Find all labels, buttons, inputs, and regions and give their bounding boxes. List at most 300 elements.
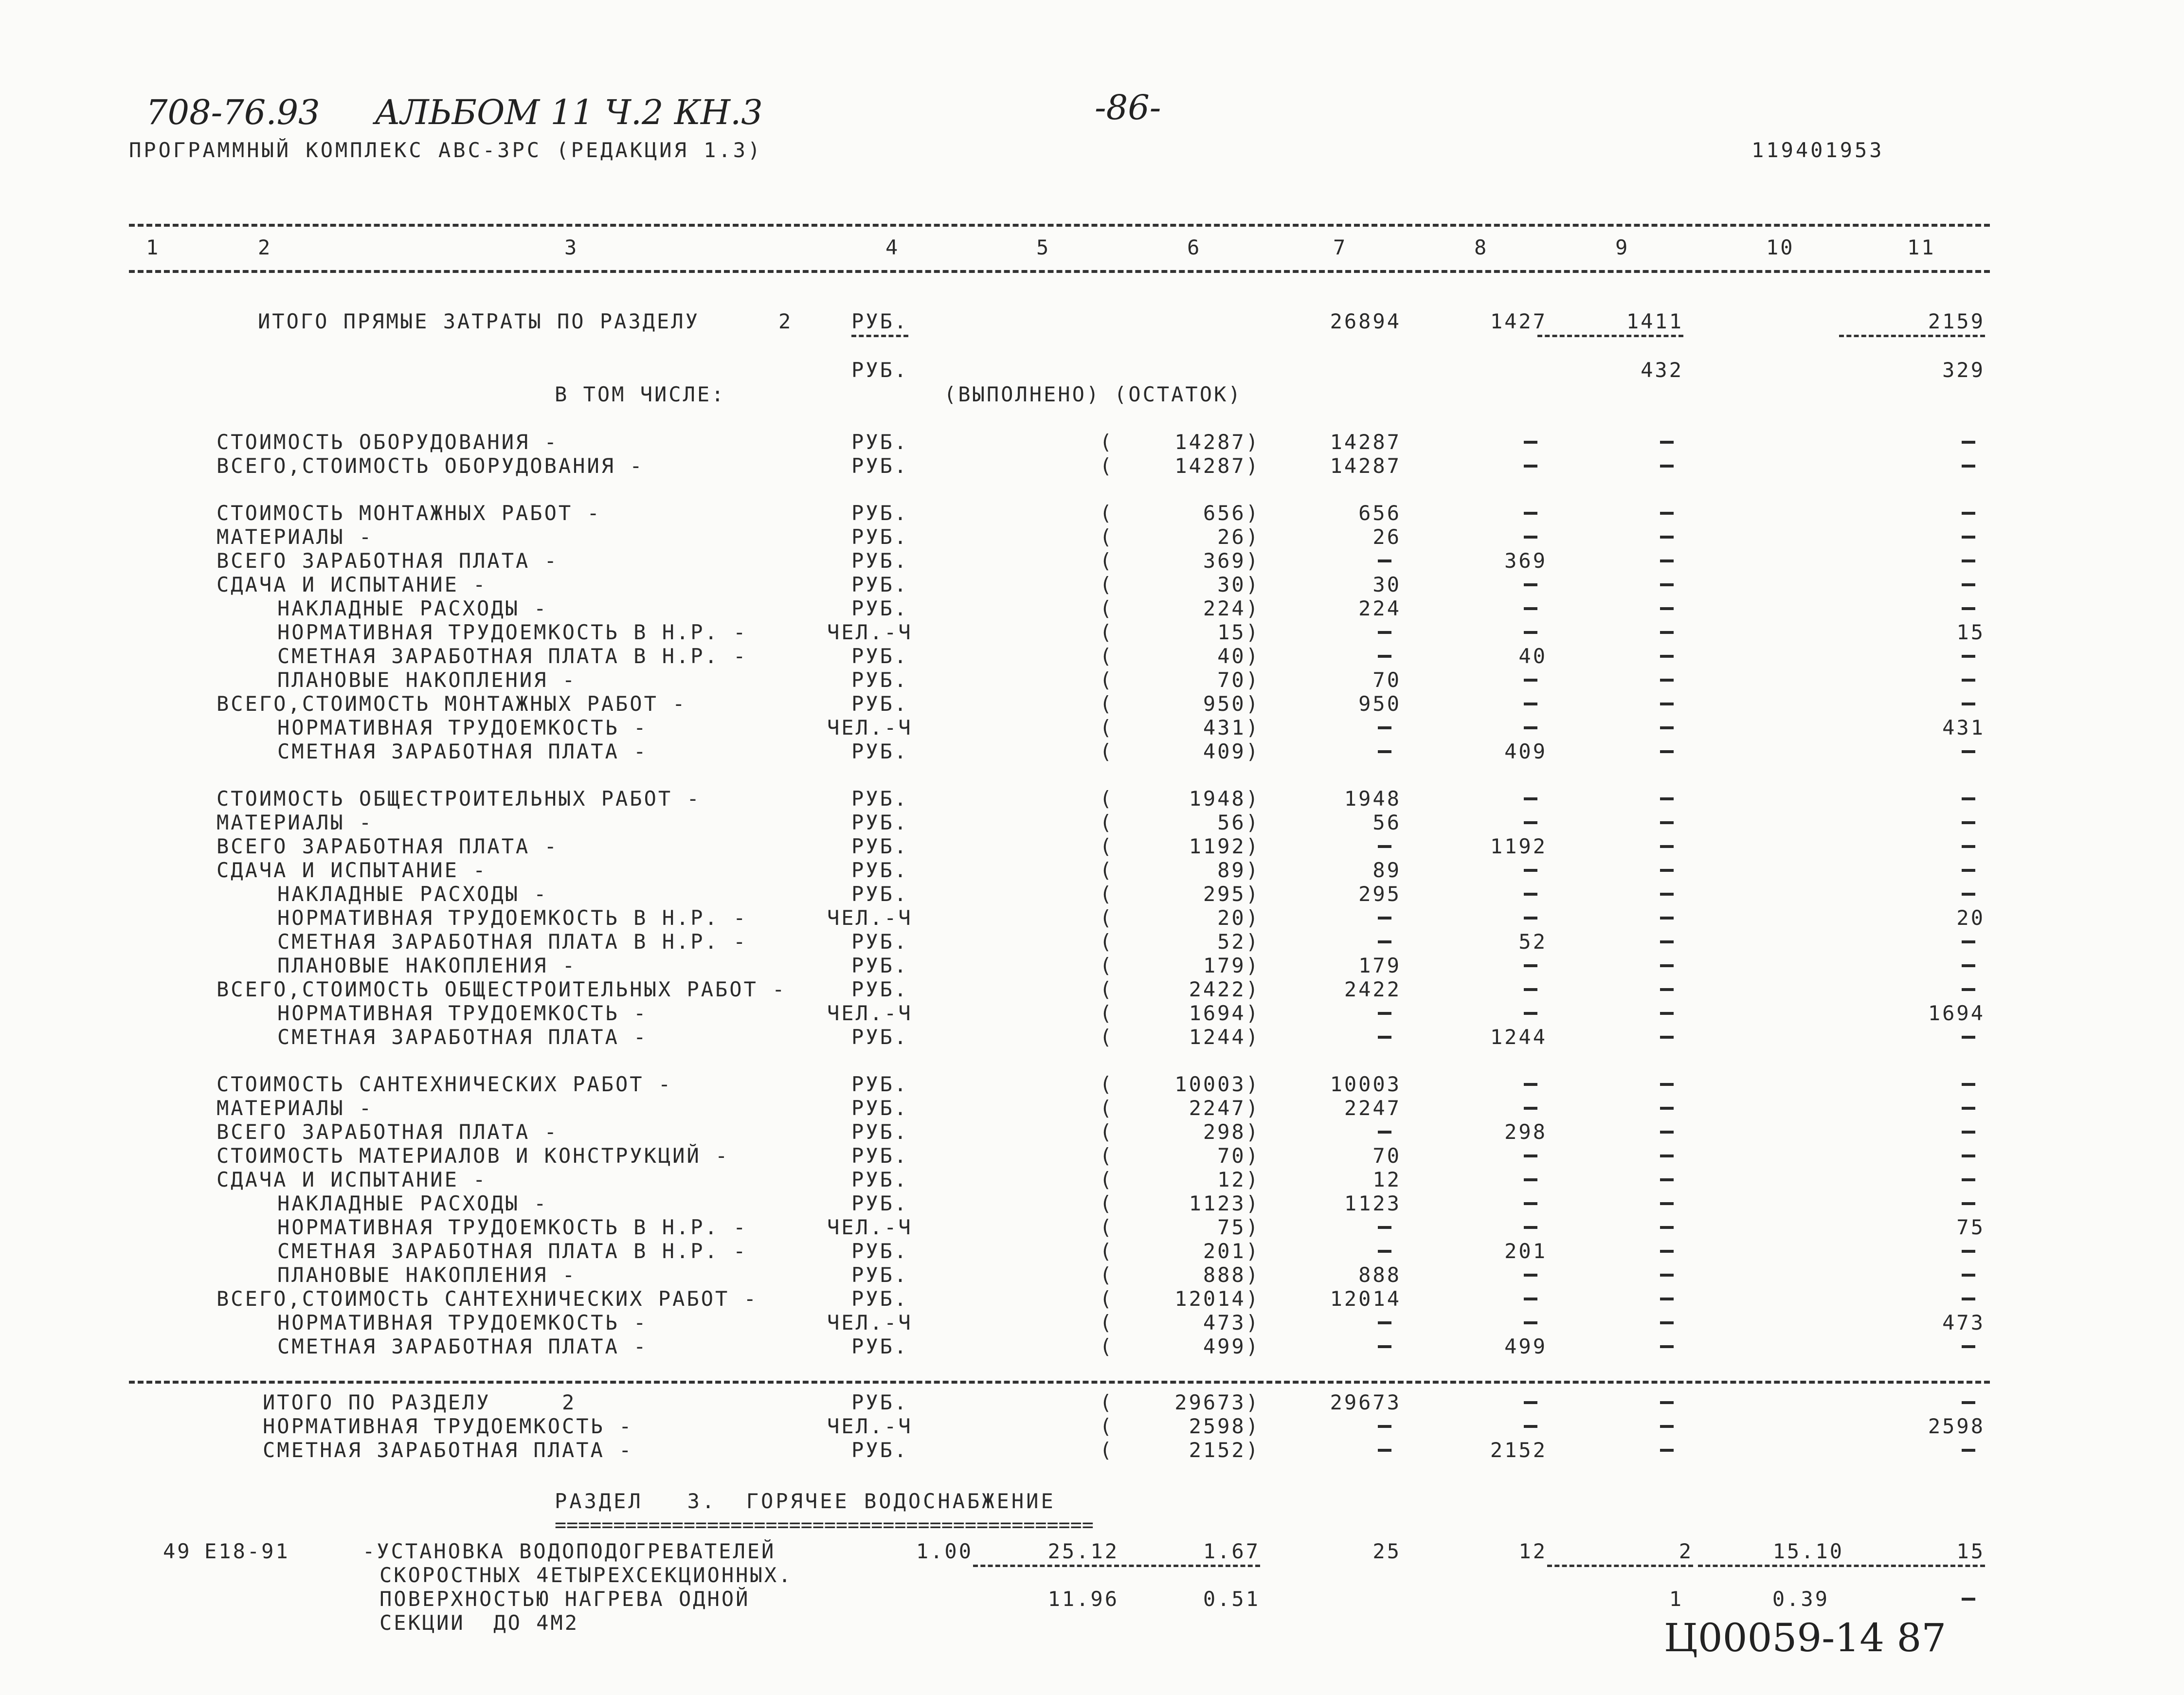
paren-open: ( <box>1100 811 1114 834</box>
paren-open: ( <box>1100 1414 1114 1438</box>
dash-c8 <box>1524 703 1537 705</box>
item-qty: 1.00 <box>916 1539 973 1563</box>
total-col11: 2159 <box>1839 311 1985 337</box>
dash-c11 <box>1962 797 1975 800</box>
row-col6: 20) <box>1217 906 1260 930</box>
dash-c9 <box>1660 797 1674 800</box>
row-unit: РУБ. <box>851 811 909 834</box>
dash-c9 <box>1660 1250 1674 1253</box>
dash-c7 <box>1378 1345 1391 1348</box>
dash-c7 <box>1378 1250 1391 1253</box>
row-c7: 70 <box>1372 668 1401 692</box>
row-label: СТОИМОСТЬ МОНТАЖНЫХ РАБОТ - <box>217 501 601 525</box>
row-c8: 409 <box>1504 739 1547 763</box>
dash-c8 <box>1524 893 1537 896</box>
dash-c9 <box>1660 559 1674 562</box>
row-unit: ЧЕЛ.-Ч <box>827 1311 913 1334</box>
row-unit: РУБ. <box>851 525 909 549</box>
dash-c11 <box>1962 1131 1975 1134</box>
section-total-c8: 2152 <box>1490 1438 1547 1462</box>
row-label: ПЛАНОВЫЕ НАКОПЛЕНИЯ - <box>277 954 577 977</box>
paren-open: ( <box>1100 858 1114 882</box>
row-col6: 56) <box>1217 811 1260 834</box>
row-col6: 369) <box>1203 549 1260 573</box>
row-label: СДАЧА И ИСПЫТАНИЕ - <box>217 1168 487 1191</box>
column-number-5: 5 <box>1036 235 1051 259</box>
column-number-8: 8 <box>1474 235 1489 259</box>
row-label: СМЕТНАЯ ЗАРАБОТНАЯ ПЛАТА В Н.Р. - <box>277 930 748 954</box>
dash-c9 <box>1660 703 1674 705</box>
row-unit: РУБ. <box>851 834 909 858</box>
dash-c9 <box>1660 1298 1674 1300</box>
row-label: СМЕТНАЯ ЗАРАБОТНАЯ ПЛАТА - <box>277 739 648 763</box>
dash-c11 <box>1962 845 1975 848</box>
dash-c11 <box>1962 1298 1975 1300</box>
item-col10: 15.10 <box>1698 1541 1844 1567</box>
row-unit: ЧЕЛ.-Ч <box>827 716 913 739</box>
section-total-unit: РУБ. <box>851 1390 909 1414</box>
paren-open: ( <box>1100 787 1114 811</box>
paren-open: ( <box>1100 454 1114 478</box>
row-col6: 179) <box>1203 954 1260 977</box>
paren-open: ( <box>1100 1390 1114 1414</box>
row-c7: 26 <box>1372 525 1401 549</box>
row-col6: 2247) <box>1189 1096 1260 1120</box>
row-label: ПЛАНОВЫЕ НАКОПЛЕНИЯ - <box>277 668 577 692</box>
dash-c9 <box>1660 940 1674 943</box>
row-unit: РУБ. <box>851 787 909 811</box>
row-unit: РУБ. <box>851 1168 909 1191</box>
row-col6: 499) <box>1203 1334 1260 1358</box>
row-c7: 89 <box>1372 858 1401 882</box>
item-description-line: -УСТАНОВКА ВОДОПОДОГРЕВАТЕЛЕЙ <box>362 1539 776 1563</box>
dash-c9 <box>1660 917 1674 920</box>
section-total-col6: 2598) <box>1189 1414 1260 1438</box>
row-label: СМЕТНАЯ ЗАРАБОТНАЯ ПЛАТА - <box>277 1334 648 1358</box>
dash-c11 <box>1962 1178 1975 1181</box>
in-total-label: В ТОМ ЧИСЛЕ: <box>555 382 726 406</box>
total-unit-2: РУБ. <box>851 358 909 382</box>
album-label: АЛЬБОМ 11 Ч.2 КН.3 <box>375 92 763 132</box>
dash-c11 <box>1962 679 1975 682</box>
row-c8: 1244 <box>1490 1025 1547 1049</box>
page-number: -86- <box>1095 88 1161 127</box>
row-c8: 369 <box>1504 549 1547 573</box>
dash-c9 <box>1660 988 1674 991</box>
paren-open: ( <box>1100 1311 1114 1334</box>
row-c11: 20 <box>1956 906 1985 930</box>
dash-c11 <box>1962 1401 1975 1404</box>
dash-c9 <box>1660 631 1674 634</box>
row-col6: 52) <box>1217 930 1260 954</box>
dash-c11 <box>1962 441 1975 444</box>
paren-open: ( <box>1100 620 1114 644</box>
paren-open: ( <box>1100 1072 1114 1096</box>
dash-c8 <box>1524 631 1537 634</box>
total-section: 2 <box>778 309 793 333</box>
dash-c8 <box>1524 1083 1537 1086</box>
row-label: НОРМАТИВНАЯ ТРУДОЕМКОСТЬ - <box>277 1311 648 1334</box>
row-c8: 499 <box>1504 1334 1547 1358</box>
row-unit: РУБ. <box>851 1263 909 1287</box>
dash-c7 <box>1378 1321 1391 1324</box>
row-c11: 15 <box>1956 620 1985 644</box>
column-number-1: 1 <box>146 235 161 259</box>
dash-c8 <box>1524 1012 1537 1015</box>
row-label: ВСЕГО ЗАРАБОТНАЯ ПЛАТА - <box>217 1120 559 1144</box>
row-c8: 52 <box>1518 930 1547 954</box>
paren-open: ( <box>1100 1025 1114 1049</box>
column-number-10: 10 <box>1766 235 1795 259</box>
row-col6: 473) <box>1203 1311 1260 1334</box>
dash-c8 <box>1524 1226 1537 1229</box>
item-col5: 25.12 <box>973 1541 1119 1567</box>
header-rule-top <box>129 224 1990 227</box>
section-total-col6: 29673) <box>1174 1390 1260 1414</box>
row-col6: 75) <box>1217 1215 1260 1239</box>
dash-c11 <box>1962 655 1975 658</box>
section-total-unit: РУБ. <box>851 1438 909 1462</box>
dash-c7 <box>1378 559 1391 562</box>
dash-c8 <box>1524 536 1537 539</box>
row-label: НОРМАТИВНАЯ ТРУДОЕМКОСТЬ В Н.Р. - <box>277 620 748 644</box>
dash-c11 <box>1962 465 1975 468</box>
row-col6: 1244) <box>1189 1025 1260 1049</box>
dash-c9 <box>1660 1202 1674 1205</box>
dash-c8 <box>1524 964 1537 967</box>
program-name: ПРОГРАММНЫЙ КОМПЛЕКС АВС-3РС (РЕДАКЦИЯ 1.3) <box>129 138 763 162</box>
paren-open: ( <box>1100 596 1114 620</box>
dash-c9 <box>1660 512 1674 515</box>
dash-c9 <box>1660 1321 1674 1324</box>
dash-c9 <box>1660 1036 1674 1039</box>
dash-c8 <box>1524 1321 1537 1324</box>
row-label: НАКЛАДНЫЕ РАСХОДЫ - <box>277 596 548 620</box>
row-c7: 950 <box>1358 692 1401 716</box>
rest-label: (ОСТАТОК) <box>1114 382 1243 406</box>
row-c11: 473 <box>1942 1311 1985 1334</box>
section-total-c11: 2598 <box>1928 1414 1985 1438</box>
dash-c9 <box>1660 726 1674 729</box>
row-col6: 70) <box>1217 1144 1260 1168</box>
row-unit: РУБ. <box>851 501 909 525</box>
dash-c11 <box>1962 1449 1975 1452</box>
row-label: ВСЕГО ЗАРАБОТНАЯ ПЛАТА - <box>217 834 559 858</box>
row-label: ВСЕГО,СТОИМОСТЬ МОНТАЖНЫХ РАБОТ - <box>217 692 687 716</box>
dash-c11 <box>1962 559 1975 562</box>
row-c7: 295 <box>1358 882 1401 906</box>
dash-c8 <box>1524 988 1537 991</box>
dash-c9 <box>1660 869 1674 872</box>
section3-underline: ============================================== <box>555 1514 1094 1536</box>
dash-c11 <box>1962 1083 1975 1086</box>
section-total-label: НОРМАТИВНАЯ ТРУДОЕМКОСТЬ - <box>263 1414 633 1438</box>
dash-c8 <box>1524 1202 1537 1205</box>
total-unit: РУБ. <box>851 311 908 337</box>
row-unit: РУБ. <box>851 596 909 620</box>
row-c7: 224 <box>1358 596 1401 620</box>
paren-open: ( <box>1100 906 1114 930</box>
row-unit: РУБ. <box>851 930 909 954</box>
item-col6: 1.67 <box>1114 1541 1260 1567</box>
row-col6: 15) <box>1217 620 1260 644</box>
dash-c11 <box>1962 1274 1975 1277</box>
row-unit: РУБ. <box>851 1334 909 1358</box>
row-col6: 409) <box>1203 739 1260 763</box>
row-label: СМЕТНАЯ ЗАРАБОТНАЯ ПЛАТА В Н.Р. - <box>277 1239 748 1263</box>
row-col6: 1123) <box>1189 1191 1260 1215</box>
row-c7: 656 <box>1358 501 1401 525</box>
dash-c8 <box>1524 679 1537 682</box>
paren-open: ( <box>1100 573 1114 596</box>
dash-c11 <box>1962 893 1975 896</box>
row-c8: 40 <box>1518 644 1547 668</box>
paren-open: ( <box>1100 1191 1114 1215</box>
row-col6: 30) <box>1217 573 1260 596</box>
row-col6: 14287) <box>1174 454 1260 478</box>
row-c7: 1123 <box>1344 1191 1401 1215</box>
row-col6: 10003) <box>1174 1072 1260 1096</box>
row-unit: РУБ. <box>851 858 909 882</box>
paren-open: ( <box>1100 1438 1114 1462</box>
paren-open: ( <box>1100 1096 1114 1120</box>
row-unit: РУБ. <box>851 1120 909 1144</box>
item-col9: 2 <box>1547 1541 1693 1567</box>
dash-c11 <box>1962 1036 1975 1039</box>
row-label: ВСЕГО,СТОИМОСТЬ САНТЕХНИЧЕСКИХ РАБОТ - <box>217 1287 758 1311</box>
row-unit: ЧЕЛ.-Ч <box>827 620 913 644</box>
dash-c8 <box>1524 1178 1537 1181</box>
dash-c9 <box>1660 583 1674 586</box>
item-col7: 25 <box>1372 1539 1401 1563</box>
dash-c8 <box>1524 583 1537 586</box>
row-col6: 656) <box>1203 501 1260 525</box>
section3-title: РАЗДЕЛ 3. ГОРЯЧЕЕ ВОДОСНАБЖЕНИЕ <box>555 1489 1056 1513</box>
row-unit: РУБ. <box>851 1191 909 1215</box>
item-description-line: СКОРОСТНЫХ 4ЕТЫРЕХСЕКЦИОННЫХ. <box>379 1563 793 1587</box>
row-unit: РУБ. <box>851 430 909 454</box>
row-label: СТОИМОСТЬ САНТЕХНИЧЕСКИХ РАБОТ - <box>217 1072 673 1096</box>
dash-c8 <box>1524 1298 1537 1300</box>
row-unit: РУБ. <box>851 1072 909 1096</box>
dash-c11 <box>1962 607 1975 610</box>
row-unit: РУБ. <box>851 692 909 716</box>
dash-c11 <box>1962 750 1975 753</box>
row-label: НАКЛАДНЫЕ РАСХОДЫ - <box>277 882 548 906</box>
row-label: ВСЕГО ЗАРАБОТНАЯ ПЛАТА - <box>217 549 559 573</box>
dash-c9 <box>1660 536 1674 539</box>
row-label: НОРМАТИВНАЯ ТРУДОЕМКОСТЬ - <box>277 1001 648 1025</box>
paren-open: ( <box>1100 1287 1114 1311</box>
dash-c11 <box>1962 1154 1975 1157</box>
dash-c7 <box>1378 917 1391 920</box>
dash-c7 <box>1378 845 1391 848</box>
dash-c7 <box>1378 1226 1391 1229</box>
row-label: ПЛАНОВЫЕ НАКОПЛЕНИЯ - <box>277 1263 577 1287</box>
row-c7: 70 <box>1372 1144 1401 1168</box>
section-total-label: СМЕТНАЯ ЗАРАБОТНАЯ ПЛАТА - <box>263 1438 633 1462</box>
paren-open: ( <box>1100 430 1114 454</box>
row-c7: 1948 <box>1344 787 1401 811</box>
item-col8: 12 <box>1518 1539 1547 1563</box>
row-unit: РУБ. <box>851 573 909 596</box>
paren-open: ( <box>1100 668 1114 692</box>
section-total-label: ИТОГО ПО РАЗДЕЛУ 2 <box>263 1390 577 1414</box>
dash-c9 <box>1660 607 1674 610</box>
row-c8: 1192 <box>1490 834 1547 858</box>
dash-c11 <box>1962 1107 1975 1110</box>
section-total-c7: 29673 <box>1330 1390 1401 1414</box>
row-c7: 30 <box>1372 573 1401 596</box>
paren-open: ( <box>1100 954 1114 977</box>
dash-c8 <box>1524 512 1537 515</box>
dash-c11 <box>1962 869 1975 872</box>
section-total-unit: ЧЕЛ.-Ч <box>827 1414 913 1438</box>
row-label: СДАЧА И ИСПЫТАНИЕ - <box>217 858 487 882</box>
dash-c11 <box>1962 940 1975 943</box>
paren-open: ( <box>1100 1144 1114 1168</box>
column-number-6: 6 <box>1187 235 1202 259</box>
dash-c7 <box>1378 655 1391 658</box>
column-number-3: 3 <box>564 235 579 259</box>
dash-c7 <box>1378 1449 1391 1452</box>
dash-c9 <box>1660 1178 1674 1181</box>
paren-open: ( <box>1100 716 1114 739</box>
dash-c9 <box>1660 1345 1674 1348</box>
dash-c7 <box>1378 1131 1391 1134</box>
row-col6: 26) <box>1217 525 1260 549</box>
dash-c9 <box>1660 441 1674 444</box>
row-col6: 1192) <box>1189 834 1260 858</box>
row-c7: 12 <box>1372 1168 1401 1191</box>
dash-c8 <box>1524 1274 1537 1277</box>
row-col6: 70) <box>1217 668 1260 692</box>
paren-open: ( <box>1100 1215 1114 1239</box>
column-number-9: 9 <box>1615 235 1630 259</box>
row-c11: 1694 <box>1928 1001 1985 1025</box>
dash-c11 <box>1962 703 1975 705</box>
dash-c9 <box>1660 1449 1674 1452</box>
dash-c8 <box>1524 726 1537 729</box>
row-unit: ЧЕЛ.-Ч <box>827 1001 913 1025</box>
dash-c8 <box>1524 1401 1537 1404</box>
row-col6: 12014) <box>1174 1287 1260 1311</box>
paren-open: ( <box>1100 525 1114 549</box>
total-col11-b: 329 <box>1942 358 1985 382</box>
row-col6: 14287) <box>1174 430 1260 454</box>
dash-c9 <box>1660 1083 1674 1086</box>
paren-open: ( <box>1100 692 1114 716</box>
paren-open: ( <box>1100 501 1114 525</box>
row-c7: 14287 <box>1330 454 1401 478</box>
paren-open: ( <box>1100 549 1114 573</box>
total-col7: 26894 <box>1330 309 1401 333</box>
section-total-rule <box>129 1381 1990 1384</box>
dash-c7 <box>1378 940 1391 943</box>
row-label: НАКЛАДНЫЕ РАСХОДЫ - <box>277 1191 548 1215</box>
paren-open: ( <box>1100 882 1114 906</box>
dash-c11 <box>1962 1250 1975 1253</box>
column-number-4: 4 <box>885 235 900 259</box>
row-c7: 888 <box>1358 1263 1401 1287</box>
dash-c9 <box>1660 1107 1674 1110</box>
dash-c11 <box>1962 964 1975 967</box>
dash-c9 <box>1660 750 1674 753</box>
item-col6-b: 0.51 <box>1203 1587 1260 1611</box>
row-c7: 179 <box>1358 954 1401 977</box>
row-label: СДАЧА И ИСПЫТАНИЕ - <box>217 573 487 596</box>
row-unit: РУБ. <box>851 1287 909 1311</box>
row-c7: 10003 <box>1330 1072 1401 1096</box>
row-label: СМЕТНАЯ ЗАРАБОТНАЯ ПЛАТА - <box>277 1025 648 1049</box>
dash-c9 <box>1660 1425 1674 1428</box>
doc-code: 708-76.93 <box>146 92 320 132</box>
row-label: МАТЕРИАЛЫ - <box>217 1096 374 1120</box>
row-c7: 12014 <box>1330 1287 1401 1311</box>
paren-open: ( <box>1100 977 1114 1001</box>
paren-open: ( <box>1100 1239 1114 1263</box>
dash-c9 <box>1660 1154 1674 1157</box>
row-unit: РУБ. <box>851 1144 909 1168</box>
paren-open: ( <box>1100 1334 1114 1358</box>
item-col11: 15 <box>1839 1541 1985 1567</box>
dash-c9 <box>1660 465 1674 468</box>
row-c8: 298 <box>1504 1120 1547 1144</box>
total-label: ИТОГО ПРЯМЫЕ ЗАТРАТЫ ПО РАЗДЕЛУ <box>258 309 700 333</box>
dash-c7 <box>1378 1425 1391 1428</box>
column-number-2: 2 <box>258 235 272 259</box>
row-unit: ЧЕЛ.-Ч <box>827 1215 913 1239</box>
item-col5-b: 11.96 <box>1047 1587 1119 1611</box>
row-c7: 14287 <box>1330 430 1401 454</box>
row-label: МАТЕРИАЛЫ - <box>217 525 374 549</box>
row-label: НОРМАТИВНАЯ ТРУДОЕМКОСТЬ В Н.Р. - <box>277 906 748 930</box>
dash-c11 <box>1962 988 1975 991</box>
total-col9: 1411 <box>1537 311 1683 337</box>
paren-open: ( <box>1100 1001 1114 1025</box>
row-col6: 201) <box>1203 1239 1260 1263</box>
row-col6: 12) <box>1217 1168 1260 1191</box>
row-unit: РУБ. <box>851 954 909 977</box>
row-c7: 2247 <box>1344 1096 1401 1120</box>
row-unit: ЧЕЛ.-Ч <box>827 906 913 930</box>
paren-open: ( <box>1100 1263 1114 1287</box>
row-col6: 40) <box>1217 644 1260 668</box>
paren-open: ( <box>1100 739 1114 763</box>
row-unit: РУБ. <box>851 454 909 478</box>
dash-c8 <box>1524 869 1537 872</box>
item-description-line: ПОВЕРХНОСТЬЮ НАГРЕВА ОДНОЙ <box>379 1587 750 1611</box>
dash-c9 <box>1660 1401 1674 1404</box>
row-unit: РУБ. <box>851 977 909 1001</box>
dash-c9 <box>1660 1274 1674 1277</box>
dash-c9 <box>1660 655 1674 658</box>
row-col6: 950) <box>1203 692 1260 716</box>
dash-c7 <box>1378 1036 1391 1039</box>
dash-c11 <box>1962 583 1975 586</box>
row-col6: 224) <box>1203 596 1260 620</box>
dash-c7 <box>1378 726 1391 729</box>
header-rule-bottom <box>129 270 1990 273</box>
row-label: СМЕТНАЯ ЗАРАБОТНАЯ ПЛАТА В Н.Р. - <box>277 644 748 668</box>
row-c11: 75 <box>1956 1215 1985 1239</box>
row-unit: РУБ. <box>851 549 909 573</box>
dash-c7 <box>1378 631 1391 634</box>
row-unit: РУБ. <box>851 1096 909 1120</box>
total-col9-b: 432 <box>1641 358 1683 382</box>
item-description-line: СЕКЦИИ ДО 4М2 <box>379 1611 579 1635</box>
dash-c9 <box>1660 1012 1674 1015</box>
